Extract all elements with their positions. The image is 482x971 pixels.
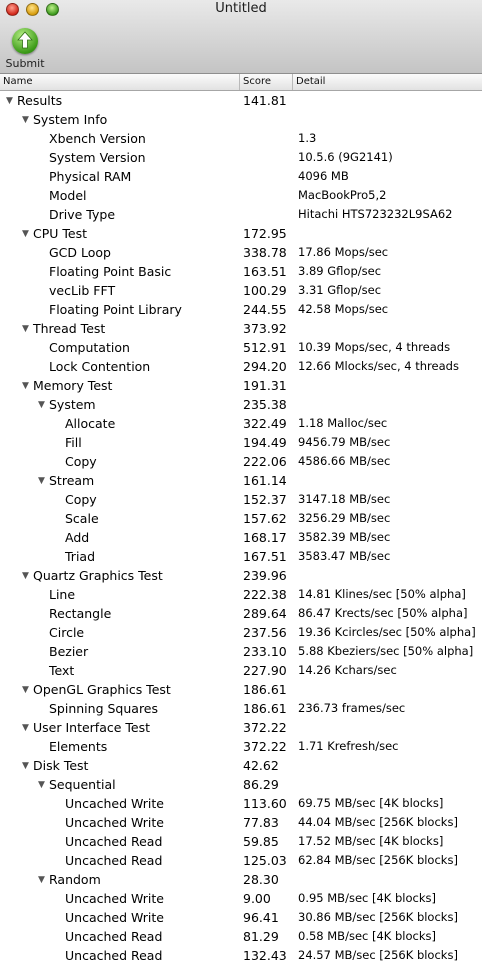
row-score: 372.22 xyxy=(243,720,287,735)
disclosure-triangle-icon[interactable]: ▼ xyxy=(22,229,29,239)
outline-row[interactable] xyxy=(0,110,482,129)
row-name: Triad xyxy=(65,549,96,564)
row-name: Drive Type xyxy=(49,207,116,222)
row-score: 222.06 xyxy=(243,454,287,469)
row-name: Uncached Write xyxy=(65,910,164,925)
outline-row[interactable] xyxy=(0,471,482,490)
row-name: Uncached Read xyxy=(65,929,163,944)
outline-row[interactable] xyxy=(0,832,482,851)
outline-row[interactable] xyxy=(0,490,482,509)
row-name: Rectangle xyxy=(49,606,112,621)
row-score: 235.38 xyxy=(243,397,287,412)
row-score: 113.60 xyxy=(243,796,287,811)
row-detail: 3.31 Gflop/sec xyxy=(298,283,382,297)
outline-row[interactable] xyxy=(0,91,482,110)
row-name: Quartz Graphics Test xyxy=(33,568,163,583)
row-score: 81.29 xyxy=(243,929,279,944)
column-header-score[interactable]: Score xyxy=(240,74,293,90)
outline-row[interactable] xyxy=(0,528,482,547)
row-name: Uncached Write xyxy=(65,815,164,830)
column-header-detail[interactable]: Detail xyxy=(296,76,326,87)
row-detail: 0.95 MB/sec [4K blocks] xyxy=(298,891,436,905)
row-name: Sequential xyxy=(49,777,116,792)
row-name: Physical RAM xyxy=(49,169,132,184)
outline-row[interactable] xyxy=(0,395,482,414)
results-outline xyxy=(0,91,482,965)
row-detail: 17.86 Mops/sec xyxy=(298,245,389,259)
row-detail: 19.36 Kcircles/sec [50% alpha] xyxy=(298,625,476,639)
row-detail: 5.88 Kbeziers/sec [50% alpha] xyxy=(298,644,474,658)
row-score: 161.14 xyxy=(243,473,287,488)
row-score: 237.56 xyxy=(243,625,287,640)
row-detail: 1.18 Malloc/sec xyxy=(298,416,388,430)
row-name: Uncached Write xyxy=(65,891,164,906)
outline-row[interactable] xyxy=(0,281,482,300)
outline-row[interactable] xyxy=(0,129,482,148)
row-name: Model xyxy=(49,188,87,203)
row-name: Copy xyxy=(65,492,97,507)
outline-row[interactable] xyxy=(0,585,482,604)
outline-row[interactable] xyxy=(0,452,482,471)
row-score: 157.62 xyxy=(243,511,287,526)
row-name: Fill xyxy=(65,435,82,450)
row-name: Line xyxy=(49,587,76,602)
row-detail: 4096 MB xyxy=(298,169,349,183)
outline-row[interactable] xyxy=(0,509,482,528)
row-name: Copy xyxy=(65,454,97,469)
row-score: 152.37 xyxy=(243,492,287,507)
row-detail: 44.04 MB/sec [256K blocks] xyxy=(298,815,458,829)
row-name: Elements xyxy=(49,739,108,754)
row-detail: 9456.79 MB/sec xyxy=(298,435,391,449)
row-name: Add xyxy=(65,530,90,545)
disclosure-triangle-icon[interactable]: ▼ xyxy=(22,324,29,334)
outline-row[interactable] xyxy=(0,737,482,756)
row-name: Circle xyxy=(49,625,85,640)
row-detail: 24.57 MB/sec [256K blocks] xyxy=(298,948,458,962)
row-name: Text xyxy=(49,663,75,678)
row-score: 191.31 xyxy=(243,378,287,393)
row-name: Computation xyxy=(49,340,130,355)
row-score: 372.22 xyxy=(243,739,287,754)
outline-row[interactable] xyxy=(0,756,482,775)
row-score: 9.00 xyxy=(243,891,271,906)
row-detail: Hitachi HTS723232L9SA62 xyxy=(298,207,453,221)
row-score: 28.30 xyxy=(243,872,279,887)
row-detail: 236.73 frames/sec xyxy=(298,701,406,715)
outline-row[interactable] xyxy=(0,870,482,889)
row-detail: 3147.18 MB/sec xyxy=(298,492,391,506)
row-score: 186.61 xyxy=(243,682,287,697)
row-name: vecLib FFT xyxy=(49,283,116,298)
row-score: 294.20 xyxy=(243,359,287,374)
outline-row[interactable] xyxy=(0,889,482,908)
row-detail: 14.26 Kchars/sec xyxy=(298,663,397,677)
disclosure-triangle-icon[interactable]: ▼ xyxy=(22,685,29,695)
outline-row[interactable] xyxy=(0,794,482,813)
row-detail: 3582.39 MB/sec xyxy=(298,530,391,544)
row-score: 244.55 xyxy=(243,302,287,317)
row-score: 86.29 xyxy=(243,777,279,792)
outline-row[interactable] xyxy=(0,167,482,186)
row-name: Scale xyxy=(65,511,99,526)
outline-row[interactable] xyxy=(0,547,482,566)
row-score: 239.96 xyxy=(243,568,287,583)
row-score: 141.81 xyxy=(243,93,287,108)
row-name: System xyxy=(49,397,96,412)
row-detail: 1.3 xyxy=(298,131,317,145)
row-score: 168.17 xyxy=(243,530,287,545)
row-detail: 4586.66 MB/sec xyxy=(298,454,391,468)
disclosure-triangle-icon[interactable]: ▼ xyxy=(38,476,45,486)
row-score: 322.49 xyxy=(243,416,287,431)
row-detail: 0.58 MB/sec [4K blocks] xyxy=(298,929,436,943)
row-name: Random xyxy=(49,872,101,887)
outline-row[interactable] xyxy=(0,661,482,680)
outline-row[interactable] xyxy=(0,946,482,965)
row-score: 42.62 xyxy=(243,758,279,773)
outline-row[interactable] xyxy=(0,699,482,718)
row-score: 222.38 xyxy=(243,587,287,602)
outline-row[interactable] xyxy=(0,243,482,262)
disclosure-triangle-icon[interactable]: ▼ xyxy=(38,780,45,790)
row-score: 194.49 xyxy=(243,435,287,450)
disclosure-triangle-icon[interactable]: ▼ xyxy=(38,400,45,410)
row-name: Uncached Write xyxy=(65,796,164,811)
row-score: 512.91 xyxy=(243,340,287,355)
column-header-name[interactable]: Name xyxy=(0,74,240,90)
outline-row[interactable] xyxy=(0,319,482,338)
row-name: System Version xyxy=(49,150,146,165)
outline-row[interactable] xyxy=(0,148,482,167)
outline-row[interactable] xyxy=(0,566,482,585)
row-detail: 42.58 Mops/sec xyxy=(298,302,389,316)
row-name: Xbench Version xyxy=(49,131,146,146)
row-detail: 30.86 MB/sec [256K blocks] xyxy=(298,910,458,924)
row-score: 338.78 xyxy=(243,245,287,260)
results-table-header xyxy=(0,74,482,91)
row-name: System Info xyxy=(33,112,108,127)
outline-row[interactable] xyxy=(0,604,482,623)
row-detail: 17.52 MB/sec [4K blocks] xyxy=(298,834,444,848)
row-score: 373.92 xyxy=(243,321,287,336)
row-name: Spinning Squares xyxy=(49,701,159,716)
row-score: 77.83 xyxy=(243,815,279,830)
outline-row[interactable] xyxy=(0,851,482,870)
row-detail: 1.71 Krefresh/sec xyxy=(298,739,399,753)
row-detail: 86.47 Krects/sec [50% alpha] xyxy=(298,606,468,620)
row-score: 172.95 xyxy=(243,226,287,241)
row-score: 233.10 xyxy=(243,644,287,659)
row-name: GCD Loop xyxy=(49,245,111,260)
disclosure-triangle-icon[interactable]: ▼ xyxy=(38,875,45,885)
disclosure-triangle-icon[interactable]: ▼ xyxy=(22,571,29,581)
outline-row[interactable] xyxy=(0,186,482,205)
submit-label: Submit xyxy=(5,57,45,70)
disclosure-triangle-icon[interactable]: ▼ xyxy=(22,381,29,391)
outline-row[interactable] xyxy=(0,357,482,376)
row-name: OpenGL Graphics Test xyxy=(33,682,171,697)
row-score: 100.29 xyxy=(243,283,287,298)
disclosure-triangle-icon[interactable]: ▼ xyxy=(22,723,29,733)
outline-row[interactable] xyxy=(0,433,482,452)
up-arrow-icon xyxy=(12,28,38,54)
row-detail: 3256.29 MB/sec xyxy=(298,511,391,525)
row-name: Uncached Read xyxy=(65,853,163,868)
row-score: 96.41 xyxy=(243,910,279,925)
outline-row[interactable] xyxy=(0,205,482,224)
outline-row[interactable] xyxy=(0,642,482,661)
row-name: Floating Point Library xyxy=(49,302,182,317)
row-detail: 69.75 MB/sec [4K blocks] xyxy=(298,796,444,810)
row-name: Memory Test xyxy=(33,378,113,393)
row-detail: MacBookPro5,2 xyxy=(298,188,387,202)
row-score: 227.90 xyxy=(243,663,287,678)
row-name: Floating Point Basic xyxy=(49,264,172,279)
window-title: Untitled xyxy=(215,1,267,16)
row-detail: 14.81 Klines/sec [50% alpha] xyxy=(298,587,466,601)
row-score: 59.85 xyxy=(243,834,279,849)
outline-row[interactable] xyxy=(0,908,482,927)
row-name: User Interface Test xyxy=(33,720,151,735)
window-titlebar xyxy=(0,0,482,74)
row-detail: 3583.47 MB/sec xyxy=(298,549,391,563)
row-detail: 10.39 Mops/sec, 4 threads xyxy=(298,340,451,354)
row-name: Stream xyxy=(49,473,95,488)
row-name: Thread Test xyxy=(33,321,106,336)
outline-row[interactable] xyxy=(0,718,482,737)
row-detail: 10.5.6 (9G2141) xyxy=(298,150,393,164)
outline-row[interactable] xyxy=(0,813,482,832)
outline-row[interactable] xyxy=(0,224,482,243)
outline-row[interactable] xyxy=(0,775,482,794)
outline-row[interactable] xyxy=(0,927,482,946)
outline-row[interactable] xyxy=(0,376,482,395)
row-name: Uncached Read xyxy=(65,834,163,849)
row-name: Bezier xyxy=(49,644,89,659)
row-detail: 12.66 Mlocks/sec, 4 threads xyxy=(298,359,459,373)
outline-row[interactable] xyxy=(0,300,482,319)
outline-row[interactable] xyxy=(0,680,482,699)
row-score: 132.43 xyxy=(243,948,287,963)
row-name: CPU Test xyxy=(33,226,88,241)
disclosure-triangle-icon[interactable]: ▼ xyxy=(6,96,13,106)
submit-button[interactable] xyxy=(4,26,46,72)
row-name: Uncached Read xyxy=(65,948,163,963)
row-name: Results xyxy=(17,93,63,108)
row-name: Allocate xyxy=(65,416,116,431)
row-detail: 3.89 Gflop/sec xyxy=(298,264,382,278)
disclosure-triangle-icon[interactable]: ▼ xyxy=(22,761,29,771)
outline-row[interactable] xyxy=(0,623,482,642)
row-name: Disk Test xyxy=(33,758,89,773)
row-score: 289.64 xyxy=(243,606,287,621)
row-score: 125.03 xyxy=(243,853,287,868)
row-score: 186.61 xyxy=(243,701,287,716)
outline-row[interactable] xyxy=(0,338,482,357)
outline-row[interactable] xyxy=(0,414,482,433)
row-score: 167.51 xyxy=(243,549,287,564)
row-detail: 62.84 MB/sec [256K blocks] xyxy=(298,853,458,867)
row-name: Lock Contention xyxy=(49,359,151,374)
disclosure-triangle-icon[interactable]: ▼ xyxy=(22,115,29,125)
outline-row[interactable] xyxy=(0,262,482,281)
row-score: 163.51 xyxy=(243,264,287,279)
